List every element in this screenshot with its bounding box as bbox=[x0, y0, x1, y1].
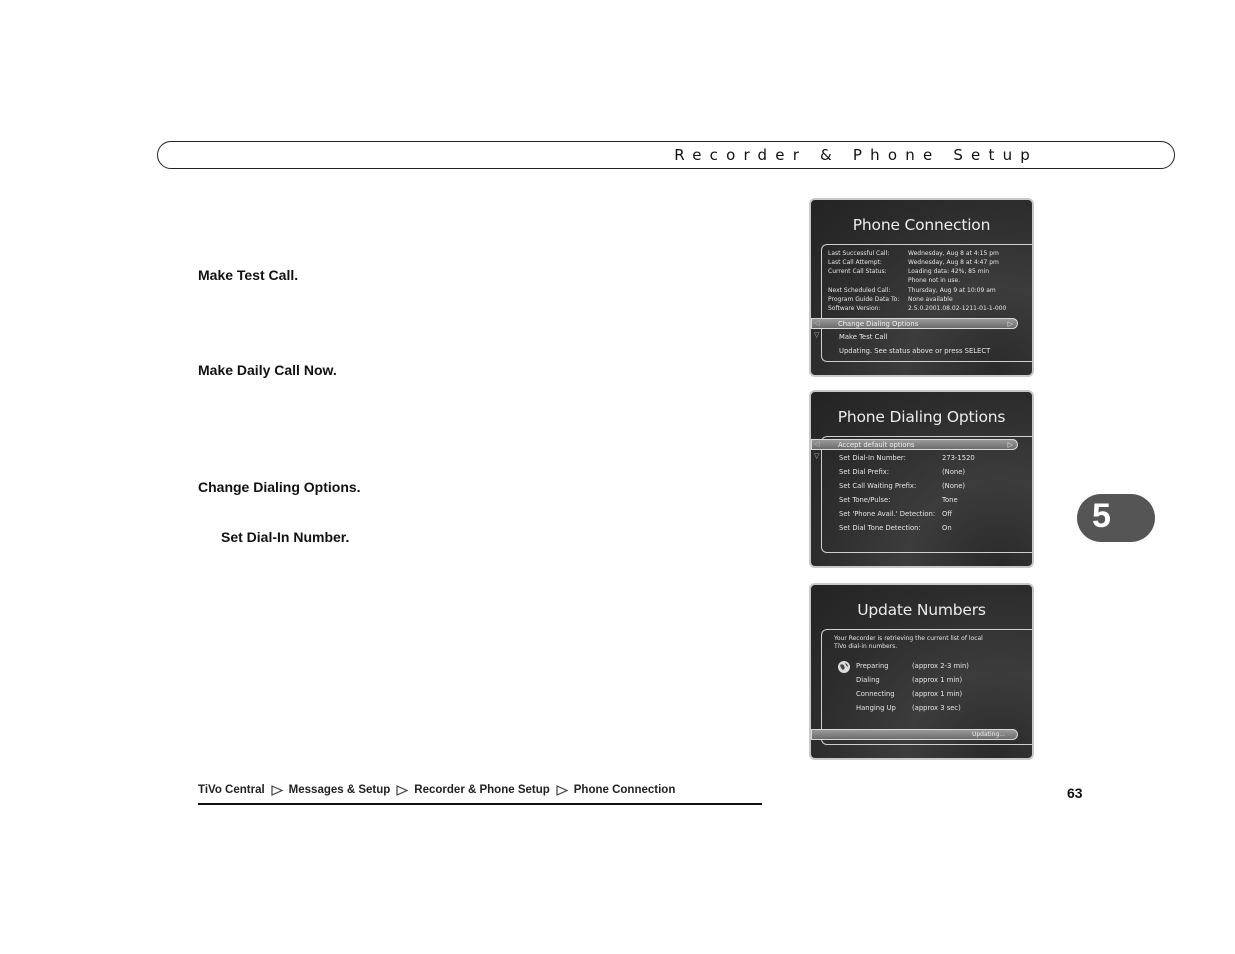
chapter-header-bar bbox=[157, 141, 1175, 169]
globe-icon bbox=[837, 660, 851, 674]
step-value: (approx 2-3 min) bbox=[912, 662, 969, 670]
chapter-tab bbox=[1077, 494, 1155, 542]
status-value: Phone not in use. bbox=[908, 277, 961, 284]
screen-title: Phone Dialing Options bbox=[837, 408, 1006, 426]
left-arrow-icon: ◁ bbox=[814, 440, 820, 448]
page-number: 63 bbox=[1067, 785, 1083, 801]
term-make-test-call: Make Test Call. bbox=[198, 267, 299, 283]
breadcrumb-arrow-icon bbox=[396, 785, 408, 796]
step-value: (approx 1 min) bbox=[912, 676, 963, 684]
option-label[interactable]: Set Dial Tone Detection: bbox=[839, 524, 921, 532]
option-value: Tone bbox=[942, 496, 958, 504]
menu-highlight-bar[interactable] bbox=[811, 318, 1018, 329]
update-panel bbox=[821, 629, 1034, 745]
chapter-number: 5 bbox=[1092, 497, 1111, 535]
left-arrow-icon: ◁ bbox=[814, 319, 820, 327]
menu-item-make-test-call[interactable]: Make Test Call bbox=[839, 333, 888, 341]
status-label: Current Call Status: bbox=[828, 268, 887, 275]
step-value: (approx 3 sec) bbox=[912, 704, 961, 712]
option-label[interactable]: Set Call Waiting Prefix: bbox=[839, 482, 917, 490]
screen-title: Phone Connection bbox=[852, 216, 991, 234]
breadcrumb-item: Messages & Setup bbox=[288, 784, 391, 796]
status-label: Last Call Attempt: bbox=[828, 259, 882, 266]
breadcrumb-item: Recorder & Phone Setup bbox=[414, 784, 550, 796]
breadcrumb bbox=[198, 784, 675, 796]
term-change-dialing-options: Change Dialing Options. bbox=[198, 479, 361, 495]
menu-item-accept-default-options: Accept default options bbox=[838, 441, 915, 449]
status-value: 2.5.0.2001.08.02-1211-01-1-000 bbox=[908, 305, 1007, 312]
chapter-header-title: Recorder & Phone Setup bbox=[674, 146, 1038, 164]
step-label: Dialing bbox=[856, 676, 880, 684]
step-value: (approx 1 min) bbox=[912, 690, 963, 698]
intro-text: Your Recorder is retrieving the current list of local bbox=[834, 635, 983, 642]
status-value: Wednesday, Aug 8 at 4:47 pm bbox=[908, 259, 999, 266]
status-panel bbox=[821, 244, 1034, 362]
screen-phone-connection bbox=[809, 198, 1034, 377]
screen-phone-dialing-options bbox=[809, 390, 1034, 568]
option-value: Off bbox=[942, 510, 953, 518]
option-label[interactable]: Set Dial Prefix: bbox=[839, 468, 890, 476]
option-label[interactable]: Set Dial-In Number: bbox=[839, 454, 906, 462]
option-value: (None) bbox=[942, 468, 966, 476]
term-make-daily-call: Make Daily Call Now. bbox=[198, 362, 337, 378]
breadcrumb-arrow-icon bbox=[556, 785, 568, 796]
down-arrow-icon: ▽ bbox=[814, 331, 820, 339]
breadcrumb-item: Phone Connection bbox=[573, 784, 676, 796]
status-label: Next Scheduled Call: bbox=[828, 287, 891, 294]
term-set-dial-in-number: Set Dial-In Number. bbox=[221, 529, 350, 545]
menu-item-change-dialing-options: Change Dialing Options bbox=[838, 320, 919, 328]
breadcrumb-arrow-icon bbox=[271, 785, 283, 796]
intro-text: TiVo dial-in numbers. bbox=[834, 643, 898, 650]
right-arrow-icon: ▷ bbox=[1007, 441, 1013, 449]
step-label: Preparing bbox=[856, 662, 889, 670]
step-label: Hanging Up bbox=[856, 704, 896, 712]
screen-update-numbers bbox=[809, 583, 1034, 760]
option-value: 273-1520 bbox=[942, 454, 975, 462]
option-value: (None) bbox=[942, 482, 966, 490]
status-label: Software Version: bbox=[828, 305, 881, 312]
status-value: None available bbox=[908, 296, 953, 303]
progress-status: Updating... bbox=[971, 731, 1005, 738]
status-value: Thursday, Aug 9 at 10:09 am bbox=[908, 287, 996, 294]
menu-highlight-bar[interactable] bbox=[811, 439, 1018, 450]
step-label: Connecting bbox=[856, 690, 895, 698]
footer-rule bbox=[198, 803, 762, 805]
option-label[interactable]: Set 'Phone Avail.' Detection: bbox=[839, 510, 936, 518]
status-value: Wednesday, Aug 8 at 4:15 pm bbox=[908, 250, 999, 257]
breadcrumb-item: TiVo Central bbox=[198, 784, 265, 796]
option-value: On bbox=[942, 524, 952, 532]
right-arrow-icon: ▷ bbox=[1007, 320, 1013, 328]
screen-title: Update Numbers bbox=[857, 601, 986, 619]
option-label[interactable]: Set Tone/Pulse: bbox=[839, 496, 891, 504]
status-label: Last Successful Call: bbox=[828, 250, 890, 257]
status-value: Loading data: 42%, 85 min bbox=[908, 268, 990, 275]
menu-item-updating[interactable]: Updating. See status above or press SELECT bbox=[839, 347, 991, 355]
down-arrow-icon: ▽ bbox=[814, 452, 820, 460]
status-label: Program Guide Data To: bbox=[828, 296, 900, 303]
progress-bar bbox=[811, 729, 1018, 740]
